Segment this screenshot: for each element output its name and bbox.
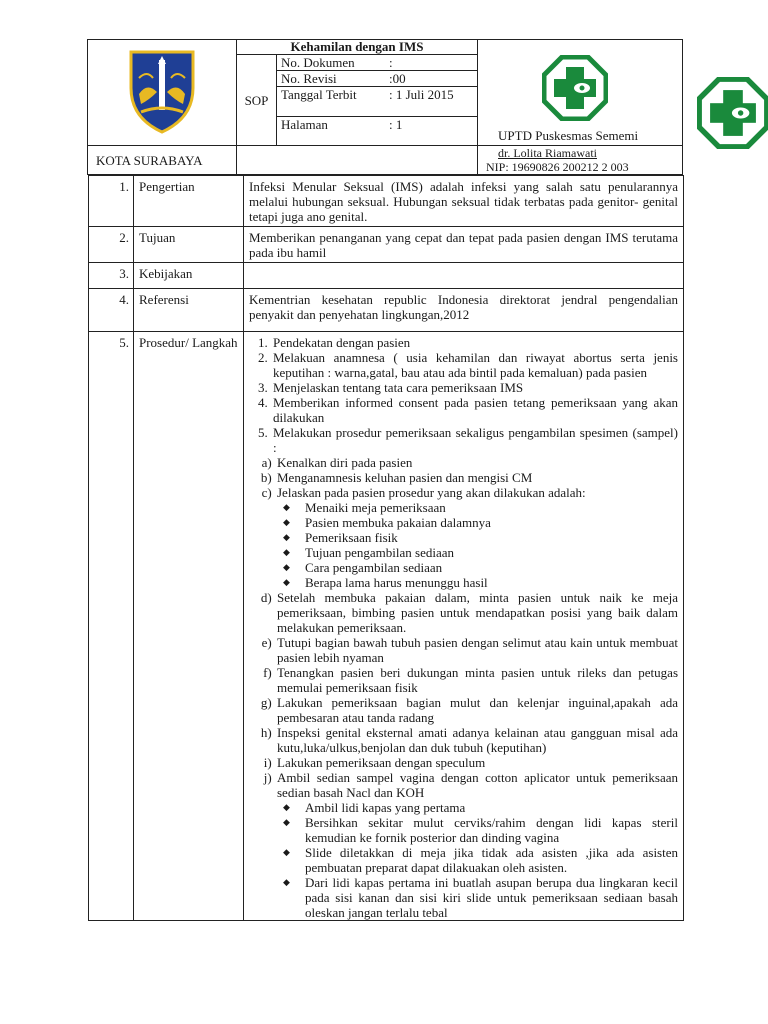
org-cell	[478, 40, 683, 146]
signature-cell	[478, 146, 683, 175]
procedure-content	[244, 332, 684, 921]
field-value: : 1 Juli 2015	[385, 87, 477, 117]
sop-header	[87, 39, 683, 175]
sop-body	[88, 175, 684, 921]
sop-label: SOP	[237, 55, 277, 146]
row-prosedur	[89, 332, 684, 921]
bullet-item: ◆ Bersihkan sekitar mulut cerviks/rahim dengan lidi kapas steril kemudian ke fornik posterior dan dinding vagina	[303, 815, 678, 845]
bullet-item: ◆ Berapa lama harus menunggu hasil	[303, 575, 678, 590]
step-item: 3. Menjelaskan tentang tata cara pemeriksaan IMS	[271, 380, 678, 395]
field-label: Halaman	[277, 117, 385, 133]
substep-j	[275, 770, 678, 920]
section-text	[244, 263, 684, 289]
section-text: Kementrian kesehatan republic Indonesia direktorat jendral pengendalian penyakit dan penyehatan lingkungan,2012	[244, 289, 684, 332]
bullet-item: ◆ Cara pengambilan sediaan	[303, 560, 678, 575]
step-item	[271, 425, 678, 920]
substep-d: d. Setelah membuka pakaian dalam, minta pasien untuk naik ke meja pemeriksaan, bimbing pasien untuk mendapatkan posisi yang baik dalam melakukan pemeriksaan.	[275, 590, 678, 635]
org-name: UPTD Puskesmas Sememi	[498, 128, 639, 143]
bullet-item: ◆ Dari lidi kapas pertama ini buatlah asupan berupa dua lingkaran kecil pada sisi kanan dan sisi kiri slide untuk pemeriksaan sediaan basah oleskan jangan terlalu tebal	[303, 875, 678, 920]
field-row-revisi	[277, 71, 477, 87]
bullet-item: ◆ Ambil lidi kapas yang pertama	[303, 800, 678, 815]
row-pengertian	[89, 176, 684, 227]
field-row-dokumen	[277, 55, 477, 71]
signer-name: dr. Lolita Riamawati	[498, 146, 597, 160]
substep-b: b. Menganamnesis keluhan pasien dan mengisi CM	[275, 470, 678, 485]
bullet-item: ◆ Slide diletakkan di meja jika tidak ada asisten ,jika ada asisten pembuatan preparat dapat dilakuakan oleh asisten.	[303, 845, 678, 875]
substep-text: Jelaskan pada pasien prosedur yang akan dilakukan adalah:	[277, 485, 586, 500]
substeps-list	[253, 455, 678, 920]
field-label: No. Dokumen	[281, 55, 355, 70]
section-number: 2.	[89, 227, 134, 263]
bullet-item: ◆ Menaiki meja pemeriksaan	[303, 500, 678, 515]
blank-cell	[237, 146, 478, 175]
city-logo-cell	[88, 40, 237, 146]
section-label: Pengertian	[134, 176, 244, 227]
section-label: Referensi	[134, 289, 244, 332]
substep-h: h. Inspeksi genital eksternal amati adanya kelainan atau gangguan misal ada kutu,luka/ulkus,benjolan dan duk tubuh (keputihan)	[275, 725, 678, 755]
section-number: 4.	[89, 289, 134, 332]
substep-e: e. Tutupi bagian bawah tubuh pasien dengan selimut atau kain untuk membuat pasien lebih nyaman	[275, 635, 678, 665]
row-tujuan	[89, 227, 684, 263]
step-item: 2. Melakuan anamnesa ( usia kehamilan dan riwayat abortus serta jenis keputihan : warna,gatal, bau atau ada bintil pada kemaluan) pada pasien	[271, 350, 678, 380]
field-row-halaman	[277, 117, 477, 133]
substep-g: g. Lakukan pemeriksaan bagian mulut dan kelenjar inguinal,apakah ada pembesaran atau tanda radang	[275, 695, 678, 725]
step-item: 4. Memberikan informed consent pada pasien tetang pemeriksaan yang akan dilakukan	[271, 395, 678, 425]
field-label: Tanggal Terbit	[277, 87, 385, 117]
substep-f: f. Tenangkan pasien beri dukungan minta pasien untuk rileks dan petugas memulai pemeriksaan fisik	[275, 665, 678, 695]
row-kebijakan	[89, 263, 684, 289]
surabaya-crest-icon	[127, 48, 197, 134]
field-label: No. Revisi	[277, 71, 385, 87]
step-item: 1. Pendekatan dengan pasien	[271, 335, 678, 350]
section-label: Tujuan	[134, 227, 244, 263]
section-number: 5.	[89, 332, 134, 921]
field-row-tanggal	[277, 87, 477, 117]
section-label: Prosedur/ Langkah	[134, 332, 244, 921]
city-name: KOTA SURABAYA	[88, 146, 237, 175]
sop-title: Kehamilan dengan IMS	[237, 40, 478, 55]
section-number: 3.	[89, 263, 134, 289]
section-label: Kebijakan	[134, 263, 244, 289]
substep-c-bullets	[277, 500, 678, 590]
doc-fields	[277, 55, 478, 146]
puskesmas-logo-large-icon	[697, 77, 768, 149]
procedure-steps	[249, 335, 678, 920]
field-value: : 1	[385, 117, 477, 133]
signer-nip: NIP: 19690826 200212 2 003	[486, 160, 629, 174]
puskesmas-logo-icon	[542, 55, 608, 121]
section-number: 1.	[89, 176, 134, 227]
substep-i: i. Lakukan pemeriksaan dengan speculum	[275, 755, 678, 770]
field-value: :00	[385, 71, 477, 87]
substep-c	[275, 485, 678, 590]
substep-j-bullets	[277, 800, 678, 920]
bullet-item: ◆ Tujuan pengambilan sediaan	[303, 545, 678, 560]
substep-a: a. Kenalkan diri pada pasien	[275, 455, 678, 470]
section-text: Memberikan penanganan yang cepat dan tepat pada pasien dengan IMS terutama pada ibu hamil	[244, 227, 684, 263]
substep-text: Ambil sedian sampel vagina dengan cotton aplicator untuk pemeriksaan sedian basah Nacl dan KOH	[277, 770, 678, 800]
field-value: :	[389, 55, 393, 70]
section-text: Infeksi Menular Seksual (IMS) adalah infeksi yang salah satu penularannya melalui hubungan seksual. Hubungan seksual tidak terbatas pada genitor- genital tetapi juga ano genital.	[244, 176, 684, 227]
bullet-item: ◆ Pemeriksaan fisik	[303, 530, 678, 545]
step-text: Melakukan prosedur pemeriksaan sekaligus pengambilan spesimen (sampel) :	[273, 425, 678, 455]
bullet-item: ◆ Pasien membuka pakaian dalamnya	[303, 515, 678, 530]
row-referensi	[89, 289, 684, 332]
